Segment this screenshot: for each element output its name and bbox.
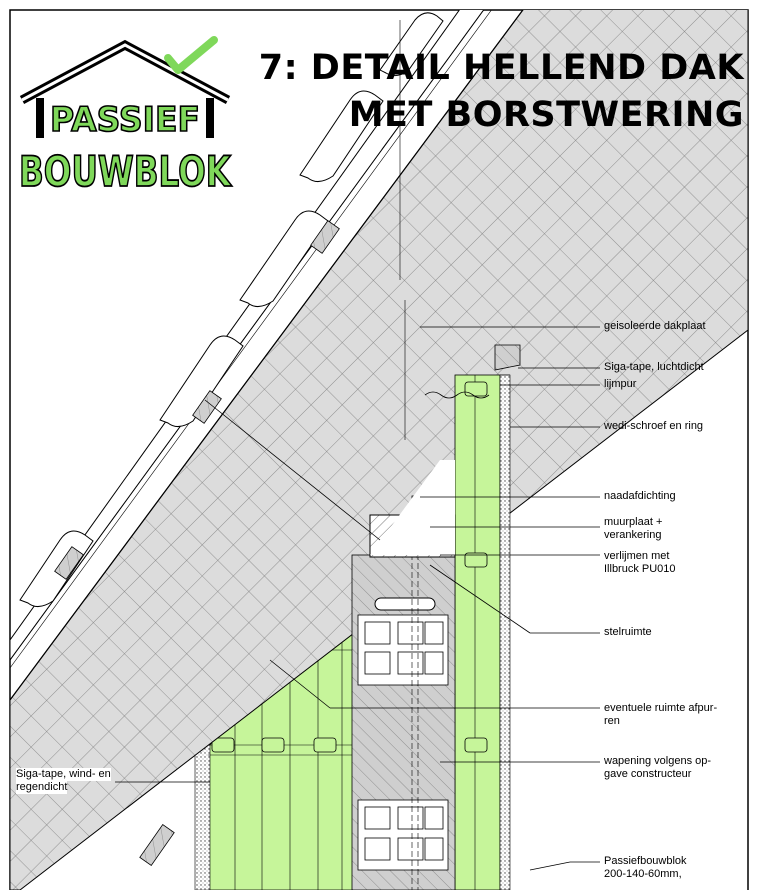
plaster-strip-right (500, 375, 510, 890)
check-mark-icon (168, 40, 214, 70)
logo-word-passief: PASSIEF (50, 100, 200, 140)
logo-word-bouwblok: BOUWBLOK (19, 147, 233, 196)
label-verlijmen-1: verlijmen met (604, 550, 670, 562)
label-wedi-schroef: wedi-schroef en ring (604, 420, 704, 432)
label-geisoleerde-dakplaat: geisoleerde dakplaat (604, 320, 706, 332)
label-wapening-2: gave constructeur (604, 768, 692, 780)
label-ruimte-afpurren-1: eventuele ruimte afpur- (604, 702, 718, 714)
insulation-column-right (455, 375, 500, 890)
drawing-title-line-2: MET BORSTWERING (348, 95, 744, 135)
label-passiefbouwblok-1: Passiefbouwblok (604, 855, 687, 867)
drawing-title-line-1: 7: DETAIL HELLEND DAK (258, 48, 744, 88)
joint-blocks-left (212, 738, 336, 752)
label-wapening-1: wapening volgens op- (604, 755, 712, 767)
label-muurplaat-2: verankering (604, 529, 662, 541)
label-muurplaat-1: muurplaat + (604, 516, 663, 528)
label-lijmpur: lijmpur (604, 378, 637, 390)
label-verlijmen-2: Illbruck PU010 (604, 563, 676, 575)
plaster-strip-left (195, 745, 210, 890)
label-passiefbouwblok-2: 200-140-60mm, (604, 868, 682, 880)
label-stelruimte: stelruimte (604, 626, 652, 638)
label-ruimte-afpurren-2: ren (604, 715, 620, 727)
label-siga-wind-1: Siga-tape, wind- en (16, 768, 111, 780)
label-siga-tape-luchtdicht: Siga-tape, luchtdicht (604, 361, 704, 373)
label-naadafdichting: naadafdichting (604, 490, 676, 502)
label-siga-wind-2: regendicht (16, 781, 68, 793)
